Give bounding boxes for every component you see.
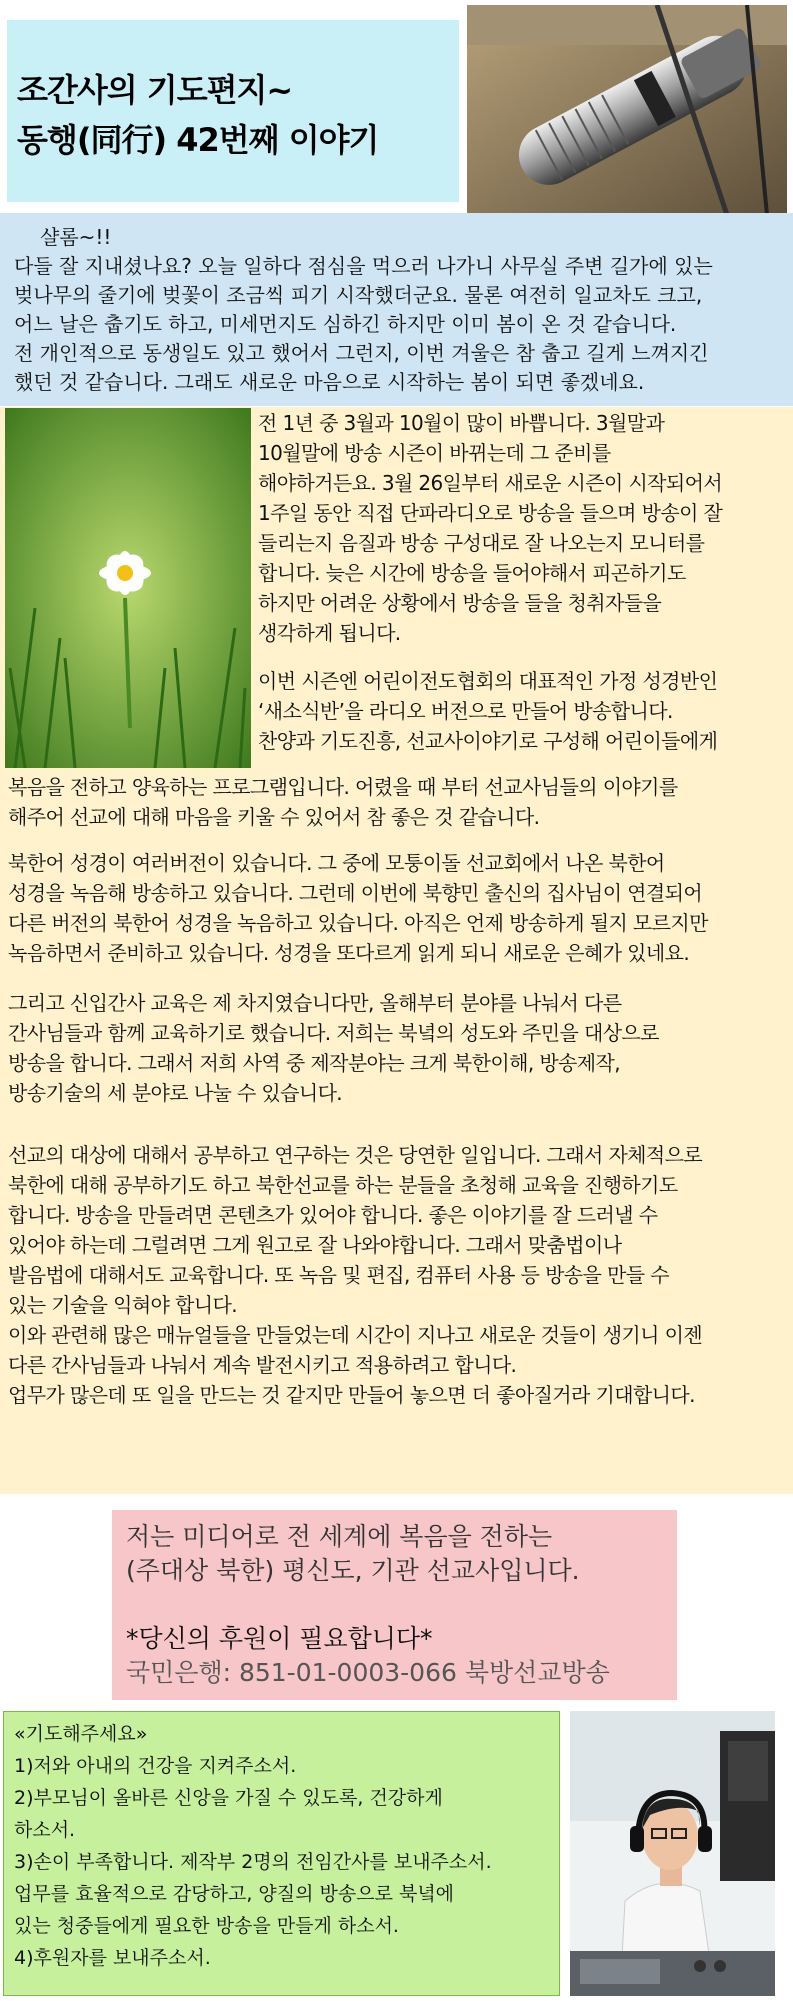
text-line: 있는 기술을 익혀야 합니다. xyxy=(8,1293,237,1317)
text-line: 북한어 성경이 여러버전이 있습니다. 그 중에 모퉁이돌 선교회에서 나온 북한어 xyxy=(8,851,665,875)
prayer-line: 2)부모님이 올바른 신앙을 가질 수 있도록, 건강하게 xyxy=(14,1787,443,1809)
text-line: 방송을 합니다. 그래서 저희 사역 중 제작분야는 크게 북한이해, 방송제작, xyxy=(8,1051,620,1075)
text-line: 선교의 대상에 대해서 공부하고 연구하는 것은 당연한 일입니다. 그래서 자체적으로 xyxy=(8,1143,703,1167)
text-line: 생각하게 됩니다. xyxy=(258,621,401,645)
prayer-heading: «기도해주세요» xyxy=(14,1723,148,1745)
text-line: 있어야 하는데 그럴려면 그게 원고로 잘 나와야합니다. 그래서 맞춤법이나 xyxy=(8,1233,622,1257)
text-line: 이번 시즌엔 어린이전도협회의 대표적인 가정 성경반인 xyxy=(258,669,718,693)
text-line: 다른 간사님들과 나눠서 계속 발전시키고 적용하려고 합니다. xyxy=(8,1353,517,1377)
text-line: 찬양과 기도진흥, 선교사이야기로 구성해 어린이들에게 xyxy=(258,729,718,753)
prayer-line: 업무를 효율적으로 감당하고, 양질의 방송으로 북녘에 xyxy=(14,1883,455,1905)
text-line: 이와 관련해 많은 매뉴얼들을 만들었는데 시간이 지나고 새로운 것들이 생기니 이젠 xyxy=(8,1323,703,1347)
intro-line: 전 개인적으로 동생일도 있고 했어서 그런지, 이번 겨울은 참 춥고 길게 느껴지긴 xyxy=(14,341,709,365)
intro-line: 다들 잘 지내셨나요? 오늘 일하다 점심을 먹으러 나가니 사무실 주변 길가에 있는 xyxy=(14,254,713,278)
text-line: 업무가 많은데 또 일을 만드는 것 같지만 만들어 놓으면 더 좋아질거라 기대합니다. xyxy=(8,1383,695,1407)
prayer-line: 3)손이 부족합니다. 제작부 2명의 전임간사를 보내주소서. xyxy=(14,1851,492,1873)
text-line: 1주일 동안 직접 단파라디오로 방송을 들으며 방송이 잘 xyxy=(258,501,723,525)
page-title-line1: 조간사의 기도편지~ xyxy=(17,71,293,109)
text-line: 그리고 신입간사 교육은 제 차지였습니다만, 올해부터 분야를 나눠서 다른 xyxy=(8,991,622,1015)
intro-section xyxy=(0,213,793,406)
paragraph-3 xyxy=(8,848,788,968)
prayer-line: 4)후원자를 보내주소서. xyxy=(14,1947,211,1969)
prayer-line: 1)저와 아내의 건강을 지켜주소서. xyxy=(14,1755,297,1777)
text-line: 복음을 전하고 양육하는 프로그램입니다. 어렸을 때 부터 선교사님들의 이야기를 xyxy=(8,775,678,799)
daisy-photo xyxy=(5,408,251,768)
text-line: 전 1년 중 3월과 10월이 많이 바쁩니다. 3월말과 xyxy=(258,411,665,435)
spacer xyxy=(126,1588,663,1622)
text-line: 들리는지 음질과 방송 구성대로 잘 나오는지 모니터를 xyxy=(258,531,705,555)
prayer-line: 있는 청중들에게 필요한 방송을 만들게 하소서. xyxy=(14,1915,399,1937)
bank-account: 국민은행: 851-01-0003-066 북방선교방송 xyxy=(126,1658,610,1687)
text-line: 녹음하면서 준비하고 있습니다. 성경을 또다르게 읽게 되니 새로운 은혜가 있네요. xyxy=(8,941,690,965)
text-line: 하지만 어려운 상황에서 방송을 들을 청취자들을 xyxy=(258,591,662,615)
greeting: 샬롬~!! xyxy=(40,225,112,249)
text-line: 성경을 녹음해 방송하고 있습니다. 그런데 이번에 북향민 출신의 집사님이 연결되어 xyxy=(8,881,703,905)
text-line: 합니다. 방송을 만들려면 콘텐츠가 있어야 합니다. 좋은 이야기를 잘 드러낼 수 xyxy=(8,1203,658,1227)
text-line: 해주어 선교에 대해 마음을 키울 수 있어서 참 좋은 것 같습니다. xyxy=(8,805,540,829)
microphone-photo xyxy=(467,5,787,215)
text-line: 발음법에 대해서도 교육합니다. 또 녹음 및 편집, 컴퓨터 사용 등 방송을 만들 수 xyxy=(8,1263,669,1287)
mission-line1: 저는 미디어로 전 세계에 복음을 전하는 xyxy=(126,1522,553,1551)
intro-line: 어느 날은 춥기도 하고, 미세먼지도 심하긴 하지만 이미 봄이 온 것 같습니다. xyxy=(14,312,677,336)
mission-box xyxy=(112,1510,677,1700)
title-box xyxy=(7,20,459,202)
paragraph-4 xyxy=(8,988,788,1108)
text-line: 다른 버전의 북한어 성경을 녹음하고 있습니다. 아직은 언제 방송하게 될지 모르지만 xyxy=(8,911,708,935)
page-title-line2: 동행(同行) 42번째 이야기 xyxy=(17,121,379,159)
paragraph-2-top xyxy=(258,666,793,756)
paragraph-5 xyxy=(8,1140,788,1410)
text-line: 합니다. 늦은 시간에 방송을 들어야해서 피곤하기도 xyxy=(258,561,686,585)
radio-host-photo xyxy=(570,1711,775,1996)
text-line: 해야하거든요. 3월 26일부터 새로운 시즌이 시작되어서 xyxy=(258,471,723,495)
intro-line: 벚나무의 줄기에 벚꽃이 조금씩 피기 시작했더군요. 물론 여전히 일교차도 크고, xyxy=(14,283,703,307)
intro-line: 했던 것 같습니다. 그래도 새로운 마음으로 시작하는 봄이 되면 좋겠네요. xyxy=(14,370,645,394)
text-line: 간사님들과 함께 교육하기로 했습니다. 저희는 북녘의 성도와 주민을 대상으로 xyxy=(8,1021,659,1045)
mission-line2: (주대상 북한) 평신도, 기관 선교사입니다. xyxy=(126,1556,580,1585)
text-line: 10월말에 방송 시즌이 바뀌는데 그 준비를 xyxy=(258,441,611,465)
prayer-line: 하소서. xyxy=(14,1819,76,1841)
support-request: *당신의 후원이 필요합니다* xyxy=(126,1624,433,1653)
text-line: 방송기술의 세 분야로 나눌 수 있습니다. xyxy=(8,1081,343,1105)
text-line: 북한에 대해 공부하기도 하고 북한선교를 하는 분들을 초청해 교육을 진행하기도 xyxy=(8,1173,678,1197)
paragraph-2-bottom xyxy=(8,772,788,832)
text-line: ‘새소식반’을 라디오 버전으로 만들어 방송합니다. xyxy=(258,699,673,723)
paragraph-1 xyxy=(258,408,793,648)
prayer-request-box xyxy=(3,1711,560,1996)
